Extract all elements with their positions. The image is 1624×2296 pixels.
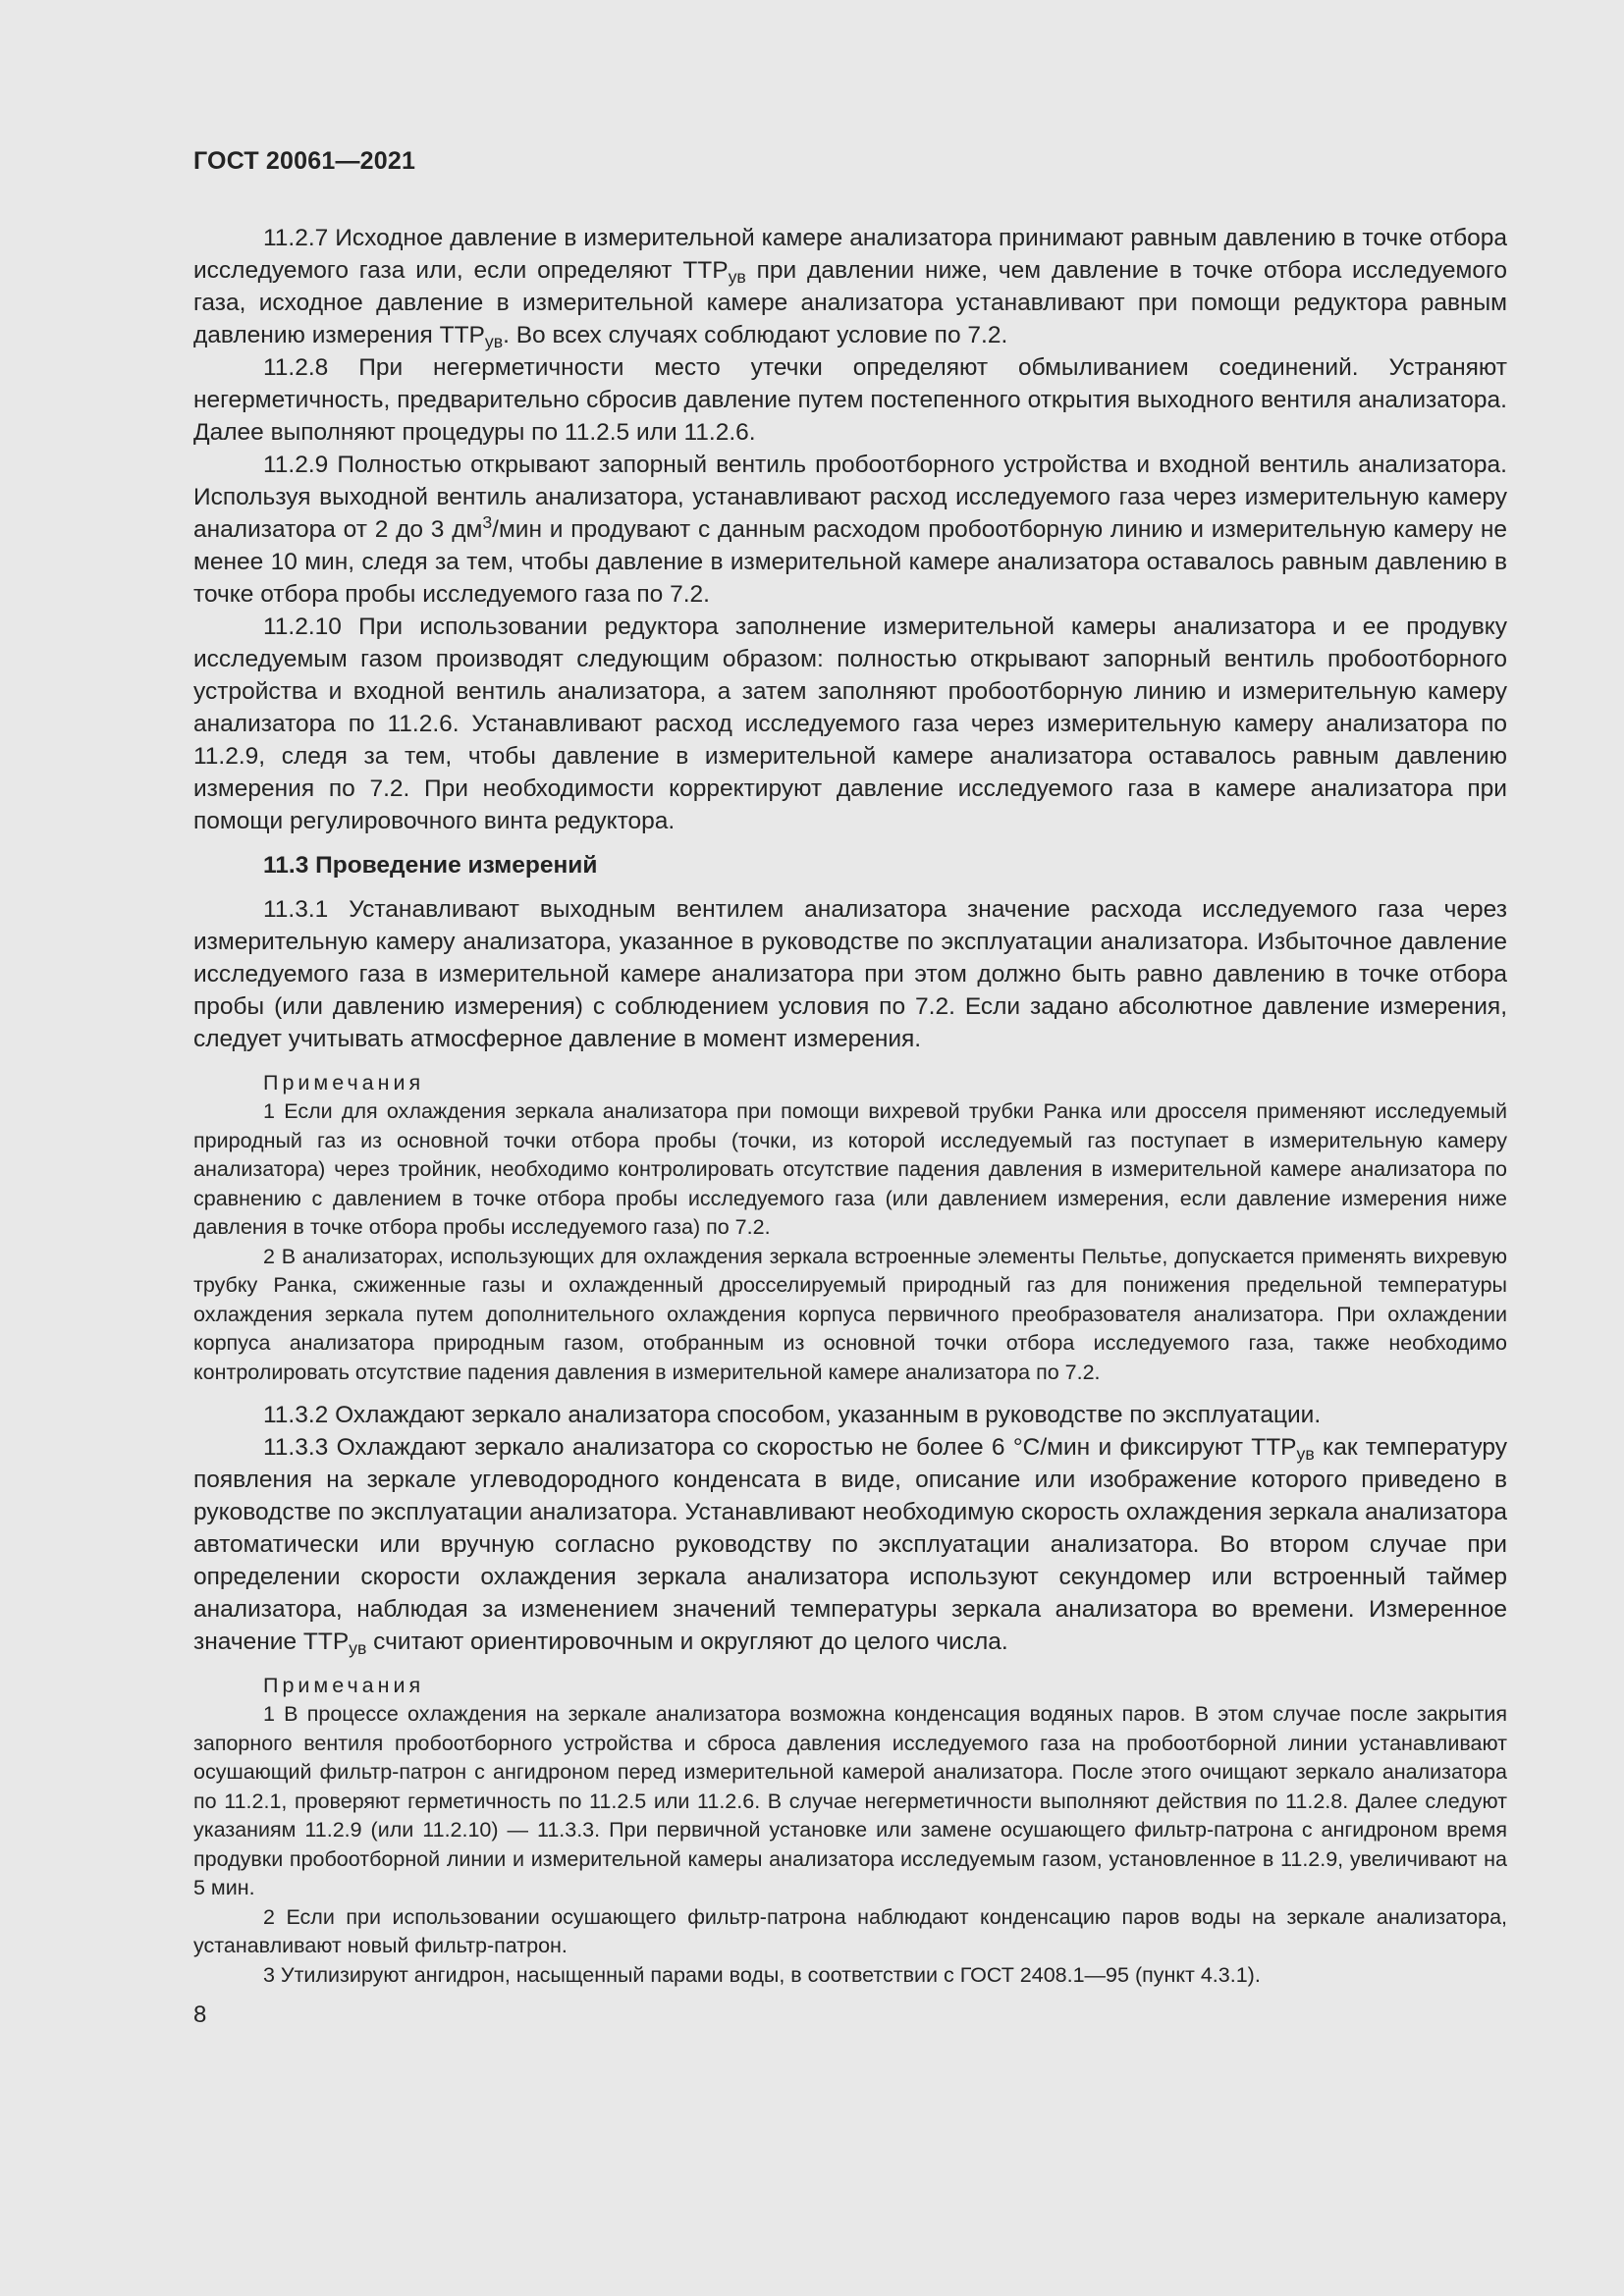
notes-title: Примечания: [263, 1071, 425, 1095]
paragraph-11-3-1: 11.3.1 Устанавливают выходным вентилем анализатора значение расхода исследуемого газа через измерительную камеру анализатора, указанное в руководстве по эксплуатации анализатора. Избыточное давление исследуемого газа в измерительной камере анализатора при этом должно быть равно давлению в точке отбора пробы (или давлению измерения) с соблюдением условия по 7.2. Если задано абсолютное давление измерения, следует учитывать атмосферное давление в момент измерения.: [193, 896, 1507, 1052]
notes-block-1: [193, 1069, 1507, 1387]
note-item: 2 Если при использовании осушающего фильтр-патрона наблюдают конденсацию паров воды на зеркале анализатора, устанавливают новый фильтр-патрон.: [193, 1904, 1507, 1957]
paragraph-11-3-2: 11.3.2 Охлаждают зеркало анализатора способом, указанным в руководстве по эксплуатации.: [263, 1402, 1322, 1428]
paragraph-11-2-9: 11.2.9 Полностью открывают запорный вентиль пробоотборного устройства и входной вентиль анализатора. Используя выходной вентиль анализатора, устанавливают расход исследуемого газа через измерительную камеру анализатора от 2 до 3 $дм^3$/мин и продувают с данным расходом пробоотборную линию и измерительную камеру не менее 10 мин, следя за тем, чтобы давление в измерительной камере анализатора оставалось равным давлению в точке отбора пробы исследуемого газа по 7.2.: [193, 452, 1508, 608]
paragraph-11-3-3: 11.3.3 Охлаждают зеркало анализатора со скоростью не более 6 °С/мин и фиксируют $ТТР_{ув}$ как температуру появления на зеркале углеводородного конденсата в виде, описание или изображение которого приведено в руководстве по эксплуатации анализатора. Устанавливают необходимую скорость охлаждения зеркала анализатора автоматически или вручную согласно руководству по эксплуатации анализатора. Во втором случае при определении скорости охлаждения зеркала анализатора используют секундомер или встроенный таймер анализатора, наблюдая за изменением значений температуры зеркала анализатора во времени. Измеренное значение $ТТР_{ув}$ считают ориентировочным и округляют до целого числа.: [193, 1434, 1508, 1658]
section-heading-11-3: 11.3 Проведение измерений: [263, 852, 598, 879]
note-item: 1 Если для охлаждения зеркала анализатора при помощи вихревой трубки Ранка или дросселя применяют исследуемый природный газ из основной точки отбора пробы (точки, из которой исследуемый газ поступает в измерительную камеру анализатора) через тройник, необходимо контролировать отсутствие падения давления в измерительной камере анализатора по сравнению с давлением в точке отбора пробы исследуемого газа (или давлением измерения, если давление измерения ниже давления в точке отбора пробы исследуемого газа) по 7.2.: [193, 1099, 1507, 1239]
document-header: ГОСТ 20061—2021: [193, 147, 416, 175]
page-number: 8: [193, 2002, 207, 2028]
document-page: [193, 147, 1507, 2029]
note-item: 3 Утилизируют ангидрон, насыщенный парами воды, в соответствии с ГОСТ 2408.1—95 (пункт 4.3.1).: [263, 1962, 1261, 1987]
notes-title: Примечания: [263, 1674, 425, 1697]
notes-block-2: [193, 1672, 1507, 1990]
paragraph-11-2-10: 11.2.10 При использовании редуктора заполнение измерительной камеры анализатора и ее продувку исследуемым газом производят следующим образом: полностью открывают запорный вентиль пробоотборного устройства и входной вентиль анализатора, а затем заполняют пробоотборную линию и измерительную камеру анализатора по 11.2.6. Устанавливают расход исследуемого газа через измерительную камеру анализатора по 11.2.9, следя за тем, чтобы давление в измерительной камере анализатора оставалось равным давлению измерения по 7.2. При необходимости корректируют давление исследуемого газа в камере анализатора при помощи регулировочного винта редуктора.: [193, 614, 1507, 834]
note-item: 2 В анализаторах, использующих для охлаждения зеркала встроенные элементы Пельтье, допускается применять вихревую трубку Ранка, сжиженные газы и охлажденный дросселируемый природный газ для понижения предельной температуры охлаждения зеркала путем дополнительного охлаждения корпуса первичного преобразователя анализатора. При охлаждении корпуса анализатора природным газом, отобранным из основной точки отбора исследуемого газа, также необходимо контролировать отсутствие падения давления в измерительной камере анализатора по 7.2.: [193, 1244, 1507, 1384]
paragraph-11-2-8: 11.2.8 При негерметичности место утечки определяют обмыливанием соединений. Устраняют негерметичность, предварительно сбросив давление путем постепенного открытия выходного вентиля анализатора. Далее выполняют процедуры по 11.2.5 или 11.2.6.: [193, 354, 1507, 446]
paragraph-11-2-7: 11.2.7 Исходное давление в измерительной камере анализатора принимают равным давлению в точке отбора исследуемого газа или, если определяют $ТТР_{ув}$ при давлении ниже, чем давление в точке отбора исследуемого газа, исходное давление в измерительной камере анализатора устанавливают при помощи редуктора равным давлению измерения $ТТР_{ув}$. Во всех случаях соблюдают условие по 7.2.: [193, 225, 1507, 351]
note-item: 1 В процессе охлаждения на зеркале анализатора возможна конденсация водяных паров. В этом случае после закрытия запорного вентиля пробоотборного устройства и сброса давления исследуемого газа на пробоотборной линии устанавливают осушающий фильтр-патрон с ангидроном перед измерительной камерой анализатора. После этого очищают зеркало анализатора по 11.2.1, проверяют герметичность по 11.2.5 или 11.2.6. В случае негерметичности выполняют действия по 11.2.8. Далее следуют указаниям 11.2.9 (или 11.2.10) — 11.3.3. При первичной установке или замене осушающего фильтр-патрона с ангидроном время продувки пробоотборной линии и измерительной камеры анализатора исследуемым газом, установленное в 11.2.9, увеличивают на 5 мин.: [193, 1702, 1507, 1899]
